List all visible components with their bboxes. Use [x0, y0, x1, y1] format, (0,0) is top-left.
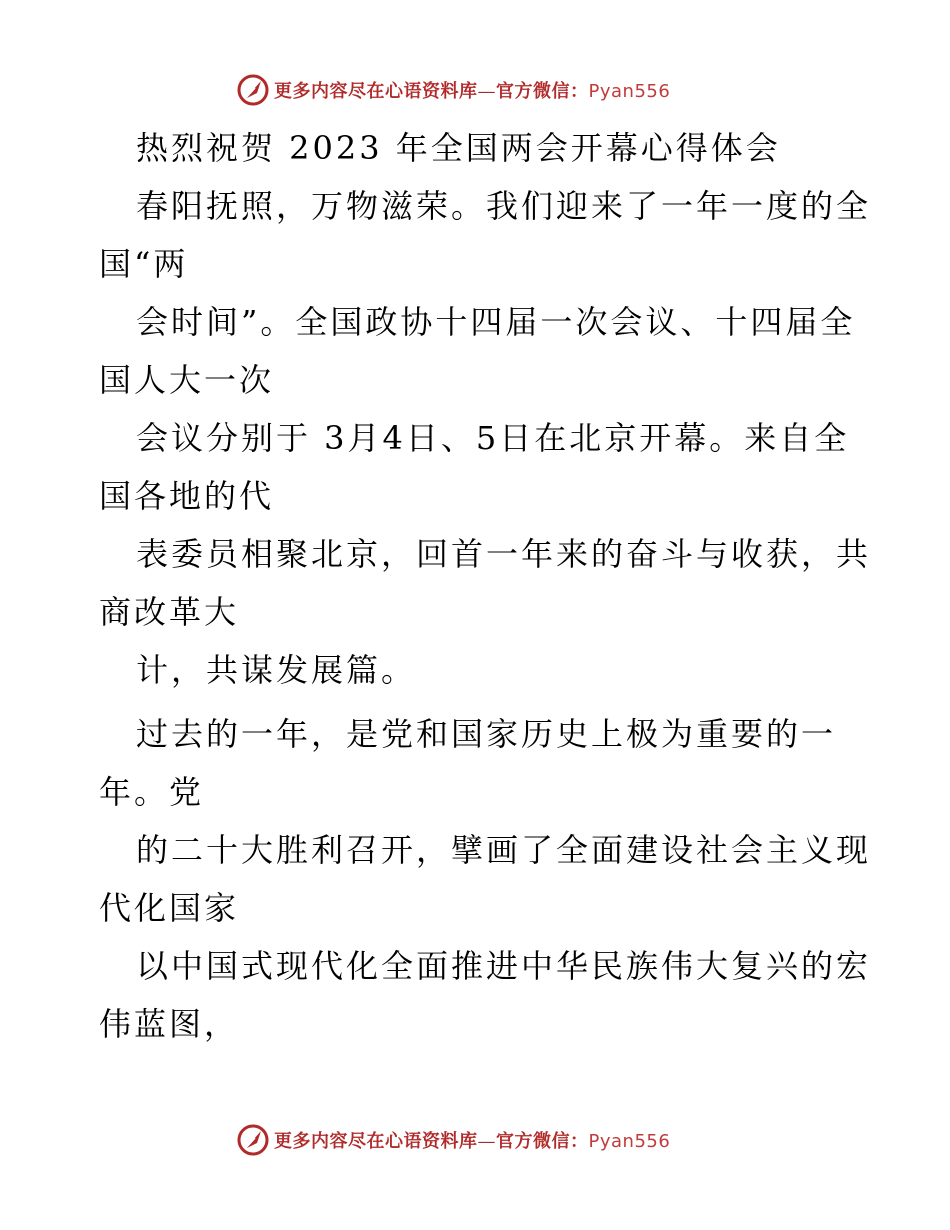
watermark-text: 更多内容尽在心语资料库—官方微信：Pyan556: [274, 81, 671, 102]
feather-logo-icon: [236, 1123, 270, 1157]
paragraph-line: 会议分别于 3月4日、5日在北京开幕。来自全: [136, 419, 850, 457]
paragraph-line: 春阳抚照，万物滋荣。我们迎来了一年一度的全: [136, 187, 872, 225]
paragraph-line: 计，共谋发展篇。: [136, 651, 417, 689]
paragraph-line: 年。党: [99, 773, 205, 811]
watermark-text: 更多内容尽在心语资料库—官方微信：Pyan556: [274, 1131, 671, 1152]
paragraph-line: 国人大一次: [99, 361, 275, 399]
paragraph-line: 国“两: [99, 245, 189, 283]
paragraph-line: 表委员相聚北京，回首一年来的奋斗与收获，共: [136, 535, 872, 573]
paragraph-line: 商改革大: [99, 593, 240, 631]
paragraph-line: 代化国家: [99, 889, 240, 927]
footer-watermark: [236, 1123, 670, 1157]
feather-logo-icon: [236, 73, 270, 107]
paragraph-line: 以中国式现代化全面推进中华民族伟大复兴的宏: [136, 947, 872, 985]
paragraph-line: 过去的一年，是党和国家历史上极为重要的一: [136, 715, 837, 753]
paragraph-line: 会时间”。全国政协十四届一次会议、十四届全: [136, 303, 856, 341]
document-title: 热烈祝贺 2023 年全国两会开幕心得体会: [136, 129, 781, 167]
header-watermark: [236, 73, 670, 107]
paragraph-line: 的二十大胜利召开，擘画了全面建设社会主义现: [136, 831, 872, 869]
paragraph-line: 国各地的代: [99, 477, 275, 515]
paragraph-line: 伟蓝图，: [99, 1005, 240, 1043]
